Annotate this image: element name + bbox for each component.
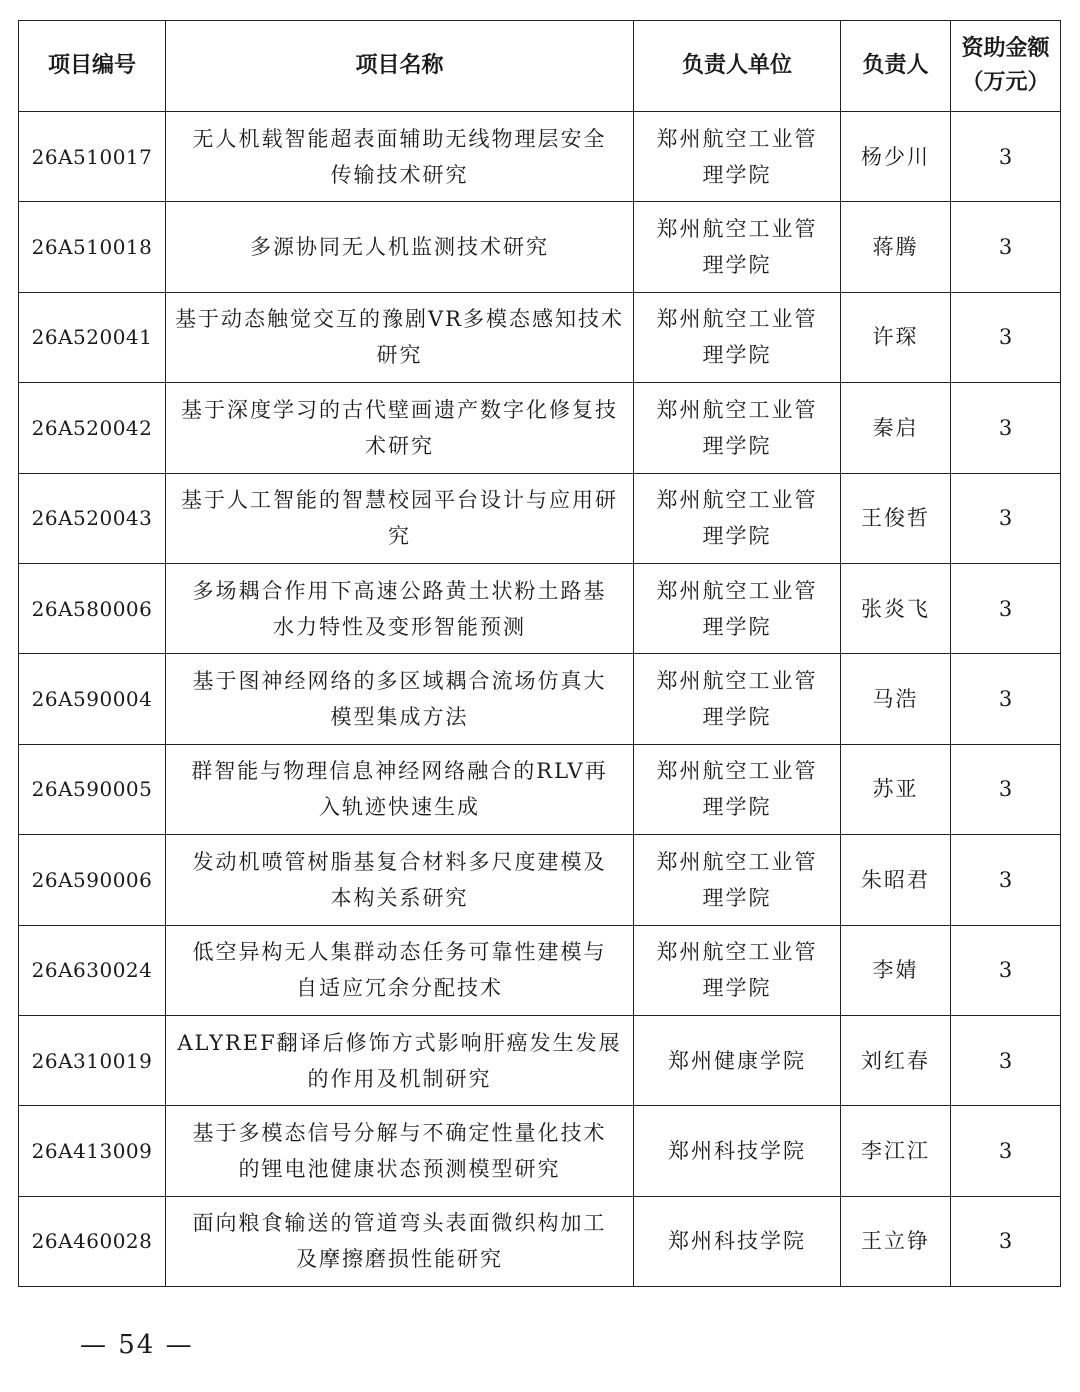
project-name-cell <box>166 835 634 925</box>
project-name-line1: 面向粮食输送的管道弯头表面微织构加工 <box>192 1211 607 1236</box>
responsible-unit-line2: 理学院 <box>702 524 772 549</box>
responsible-unit-line1: 郑州航空工业管 <box>656 307 818 332</box>
project-name-line1: 基于多模态信号分解与不确定性量化技术 <box>192 1120 607 1145</box>
table-row <box>19 1106 1061 1196</box>
funding-amount-cell: 3 <box>951 1015 1061 1105</box>
funding-amount-cell: 3 <box>951 654 1061 744</box>
responsible-unit-line2: 理学院 <box>702 253 772 278</box>
project-code-cell: 26A590006 <box>19 835 166 925</box>
project-code-cell: 26A520043 <box>19 473 166 563</box>
responsible-unit-line2: 理学院 <box>702 795 772 820</box>
project-name-cell <box>166 202 634 292</box>
project-name-line1: 群智能与物理信息神经网络融合的RLV再 <box>191 759 608 784</box>
project-name-cell <box>166 473 634 563</box>
responsible-unit-line1: 郑州航空工业管 <box>656 578 818 603</box>
project-name-line1: 无人机载智能超表面辅助无线物理层安全 <box>192 126 607 151</box>
header-project-code: 项目编号 <box>19 21 166 112</box>
project-code-cell: 26A630024 <box>19 925 166 1015</box>
table-row <box>19 473 1061 563</box>
project-code-cell: 26A520041 <box>19 292 166 382</box>
responsible-unit-line2: 理学院 <box>702 976 772 1001</box>
project-name-line2: 自适应冗余分配技术 <box>296 976 503 1001</box>
table-body <box>19 112 1061 1287</box>
table-row <box>19 1196 1061 1286</box>
responsible-unit-line2: 理学院 <box>702 433 772 458</box>
table-header-row <box>19 21 1061 112</box>
responsible-unit-cell <box>634 383 841 473</box>
table-row <box>19 1015 1061 1105</box>
grant-projects-table <box>18 20 1061 1287</box>
table-row <box>19 654 1061 744</box>
project-name-line1: 基于动态触觉交互的豫剧VR多模态感知技术研究 <box>175 307 624 368</box>
project-name-line2: 的作用及机制研究 <box>307 1066 492 1091</box>
funding-amount-cell: 3 <box>951 112 1061 202</box>
responsible-unit-line1: 郑州航空工业管 <box>656 488 818 513</box>
responsible-person-cell: 秦启 <box>841 383 951 473</box>
responsible-unit-cell <box>634 473 841 563</box>
page-number: — 54 — <box>80 1330 194 1360</box>
project-code-cell: 26A580006 <box>19 563 166 653</box>
table-row <box>19 202 1061 292</box>
table-row <box>19 835 1061 925</box>
project-code-cell: 26A413009 <box>19 1106 166 1196</box>
project-name-line1: 基于图神经网络的多区域耦合流场仿真大 <box>192 669 607 694</box>
project-code-cell: 26A590005 <box>19 744 166 834</box>
project-name-cell <box>166 563 634 653</box>
responsible-person-cell: 许琛 <box>841 292 951 382</box>
project-code-cell: 26A510018 <box>19 202 166 292</box>
funding-amount-cell: 3 <box>951 292 1061 382</box>
responsible-person-cell: 朱昭君 <box>841 835 951 925</box>
funding-amount-cell: 3 <box>951 925 1061 1015</box>
table-row <box>19 563 1061 653</box>
responsible-unit-cell <box>634 202 841 292</box>
project-name-line2: 的锂电池健康状态预测模型研究 <box>238 1156 561 1181</box>
project-code-cell: 26A590004 <box>19 654 166 744</box>
table-row <box>19 925 1061 1015</box>
responsible-unit-line2: 理学院 <box>702 705 772 730</box>
responsible-person-cell: 蒋腾 <box>841 202 951 292</box>
responsible-unit-cell <box>634 654 841 744</box>
responsible-person-cell: 李婧 <box>841 925 951 1015</box>
responsible-person-cell: 王立铮 <box>841 1196 951 1286</box>
project-name-cell <box>166 1015 634 1105</box>
responsible-unit-cell <box>634 925 841 1015</box>
funding-amount-cell: 3 <box>951 1196 1061 1286</box>
project-name-cell <box>166 654 634 744</box>
project-code-cell: 26A520042 <box>19 383 166 473</box>
project-name-line1: 发动机喷管树脂基复合材料多尺度建模及 <box>192 849 607 874</box>
responsible-unit-cell <box>634 1106 841 1196</box>
responsible-unit-cell <box>634 744 841 834</box>
funding-amount-cell: 3 <box>951 1106 1061 1196</box>
funding-amount-cell: 3 <box>951 202 1061 292</box>
header-funding-amount <box>951 21 1061 112</box>
responsible-person-cell: 杨少川 <box>841 112 951 202</box>
project-name-cell <box>166 112 634 202</box>
project-name-cell <box>166 744 634 834</box>
responsible-unit-line1: 郑州航空工业管 <box>656 940 818 965</box>
responsible-unit-line1: 郑州健康学院 <box>668 1048 806 1073</box>
project-name-line2: 传输技术研究 <box>330 162 469 187</box>
project-name-line1: 基于人工智能的智慧校园平台设计与应用研究 <box>181 488 618 549</box>
responsible-unit-cell <box>634 292 841 382</box>
responsible-unit-line1: 郑州科技学院 <box>668 1229 806 1254</box>
funding-amount-cell: 3 <box>951 383 1061 473</box>
table-row <box>19 112 1061 202</box>
funding-amount-cell: 3 <box>951 744 1061 834</box>
project-name-line2: 模型集成方法 <box>330 705 469 730</box>
project-name-cell <box>166 925 634 1015</box>
project-name-cell <box>166 1106 634 1196</box>
header-funding-amount-line2: （万元） <box>961 70 1050 95</box>
project-code-cell: 26A460028 <box>19 1196 166 1286</box>
project-name-line2: 入轨迹快速生成 <box>319 795 480 820</box>
responsible-person-cell: 苏亚 <box>841 744 951 834</box>
header-responsible-person: 负责人 <box>841 21 951 112</box>
project-name-line1: 基于深度学习的古代壁画遗产数字化修复技术研究 <box>181 397 618 458</box>
project-name-line1: ALYREF翻译后修饰方式影响肝癌发生发展 <box>177 1030 622 1055</box>
header-funding-amount-line1: 资助金额 <box>961 36 1050 61</box>
responsible-person-cell: 马浩 <box>841 654 951 744</box>
responsible-unit-line2: 理学院 <box>702 343 772 368</box>
table-row <box>19 292 1061 382</box>
responsible-unit-line2: 理学院 <box>702 614 772 639</box>
responsible-unit-line1: 郑州航空工业管 <box>656 849 818 874</box>
responsible-unit-line1: 郑州航空工业管 <box>656 217 818 242</box>
project-code-cell: 26A510017 <box>19 112 166 202</box>
table-row <box>19 383 1061 473</box>
responsible-person-cell: 张炎飞 <box>841 563 951 653</box>
header-project-name: 项目名称 <box>166 21 634 112</box>
responsible-unit-cell <box>634 112 841 202</box>
responsible-unit-line1: 郑州航空工业管 <box>656 126 818 151</box>
responsible-unit-cell <box>634 1015 841 1105</box>
responsible-unit-line2: 理学院 <box>702 885 772 910</box>
project-name-line2: 本构关系研究 <box>330 885 469 910</box>
project-name-line1: 低空异构无人集群动态任务可靠性建模与 <box>192 940 607 965</box>
responsible-unit-line1: 郑州科技学院 <box>668 1138 806 1163</box>
table-row <box>19 744 1061 834</box>
responsible-person-cell: 刘红春 <box>841 1015 951 1105</box>
project-name-cell <box>166 383 634 473</box>
responsible-person-cell: 李江江 <box>841 1106 951 1196</box>
project-code-cell: 26A310019 <box>19 1015 166 1105</box>
responsible-unit-line1: 郑州航空工业管 <box>656 397 818 422</box>
project-name-line2: 水力特性及变形智能预测 <box>273 614 526 639</box>
project-name-cell <box>166 1196 634 1286</box>
responsible-unit-cell <box>634 563 841 653</box>
responsible-unit-line2: 理学院 <box>702 162 772 187</box>
project-name-line1: 多源协同无人机监测技术研究 <box>250 235 549 260</box>
project-name-line2: 及摩擦磨损性能研究 <box>296 1247 503 1272</box>
funding-amount-cell: 3 <box>951 473 1061 563</box>
header-responsible-unit: 负责人单位 <box>634 21 841 112</box>
funding-amount-cell: 3 <box>951 563 1061 653</box>
responsible-unit-cell <box>634 835 841 925</box>
responsible-unit-cell <box>634 1196 841 1286</box>
responsible-unit-line1: 郑州航空工业管 <box>656 669 818 694</box>
responsible-person-cell: 王俊哲 <box>841 473 951 563</box>
project-name-cell <box>166 292 634 382</box>
project-name-line1: 多场耦合作用下高速公路黄土状粉土路基 <box>192 578 607 603</box>
funding-amount-cell: 3 <box>951 835 1061 925</box>
responsible-unit-line1: 郑州航空工业管 <box>656 759 818 784</box>
